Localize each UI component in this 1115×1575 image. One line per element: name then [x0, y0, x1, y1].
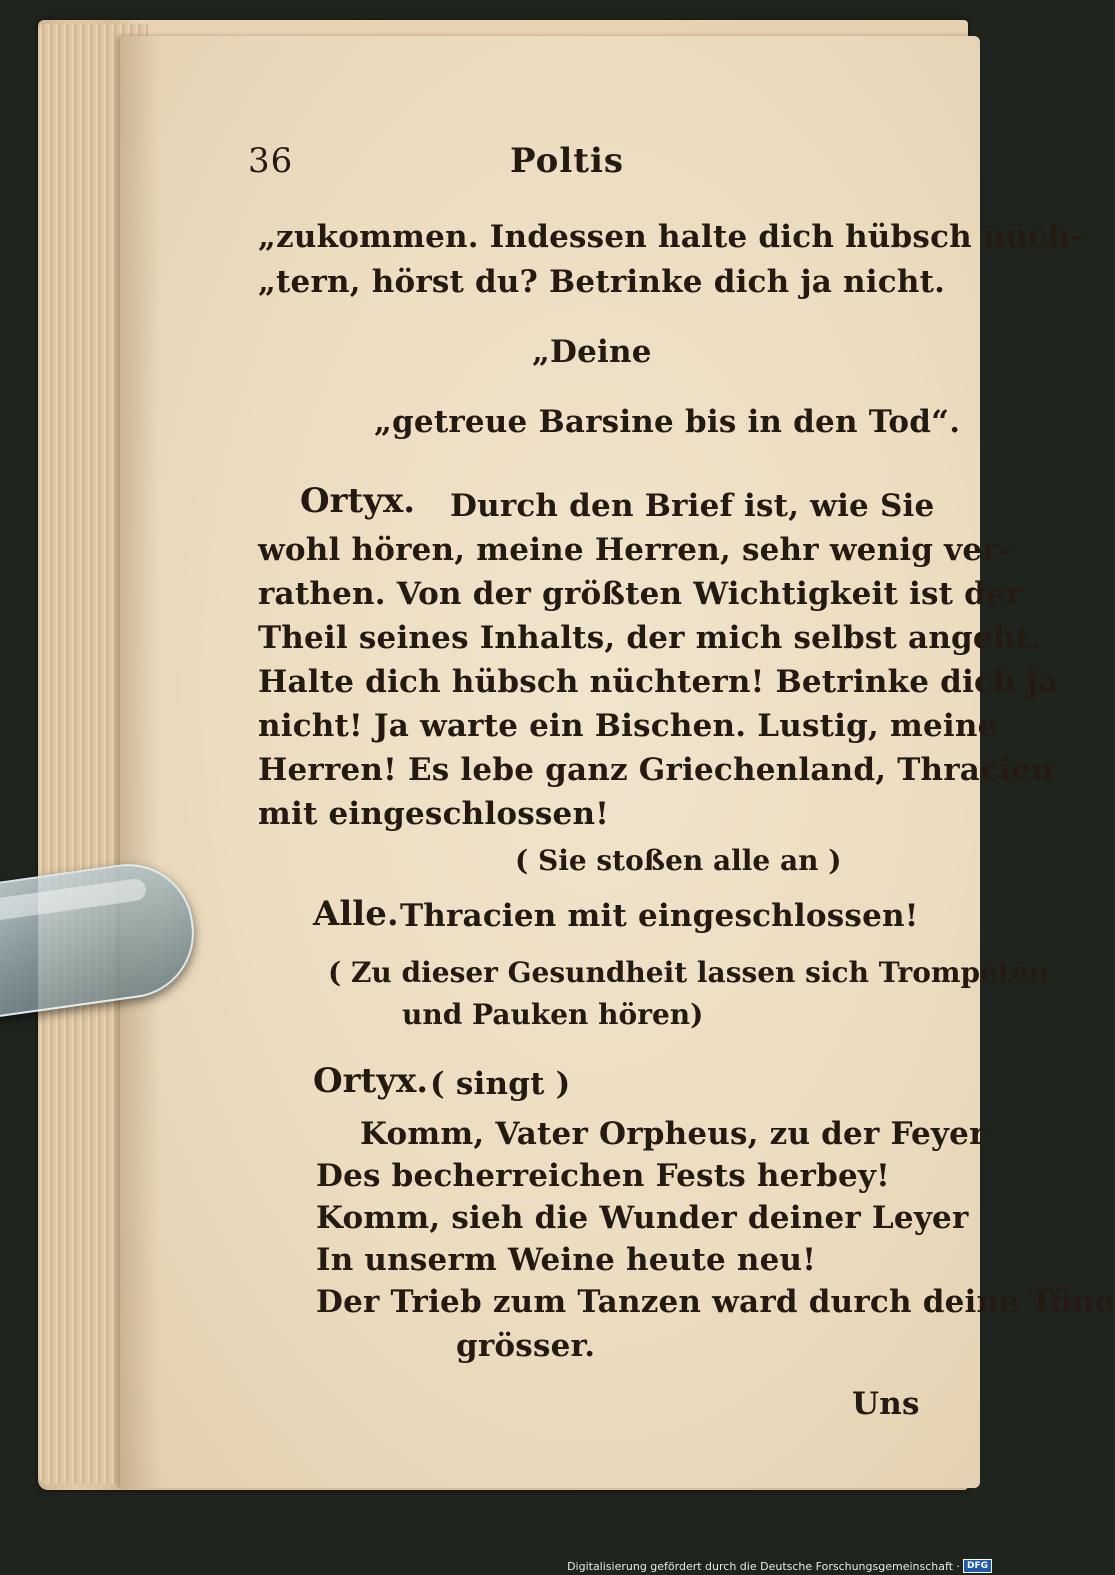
song-line-4: In unserm Weine heute neu!	[316, 1242, 817, 1278]
ortyx-line-6: nicht! Ja warte ein Bischen. Lustig, meine	[258, 708, 998, 744]
ortyx-stage-singt: ( singt )	[430, 1066, 571, 1102]
stage-direction-2-line-2: und Pauken hören)	[402, 998, 704, 1031]
ortyx-line-1: Durch den Brief ist, wie Sie	[450, 488, 935, 524]
speaker-ortyx: Ortyx.	[300, 481, 416, 521]
alle-line: Thracien mit eingeschlossen!	[400, 898, 919, 934]
ortyx-line-8: mit eingeschlossen!	[258, 796, 610, 832]
letter-close-1: „Deine	[532, 334, 652, 370]
digitization-credit	[567, 1559, 992, 1573]
song-line-5: Der Trieb zum Tanzen ward durch deine Töne	[316, 1284, 1115, 1320]
book-page	[120, 36, 1115, 1488]
song-line-3: Komm, sieh die Wunder deiner Leyer	[316, 1200, 969, 1236]
ortyx-line-3: rathen. Von der größten Wichtigkeit ist der	[258, 576, 1023, 612]
stage-direction-2-line-1: ( Zu dieser Gesundheit lassen sich Trompeten	[328, 956, 1050, 989]
catchword: Uns	[852, 1386, 920, 1422]
page-number: 36	[248, 141, 294, 181]
stage-direction: ( Sie stoßen alle an )	[515, 844, 842, 877]
song-line-1: Komm, Vater Orpheus, zu der Feyer	[360, 1116, 986, 1152]
song-line-2: Des becherreichen Fests herbey!	[316, 1158, 890, 1194]
song-line-6: grösser.	[456, 1328, 596, 1364]
dfg-logo: DFG	[963, 1559, 992, 1573]
speaker-alle: Alle.	[313, 894, 399, 934]
running-title: Poltis	[510, 141, 625, 181]
speaker-ortyx-2: Ortyx.	[313, 1061, 429, 1101]
credit-text: Digitalisierung gefördert durch die Deutsche Forschungsgemeinschaft ·	[567, 1559, 960, 1573]
letter-line-2: „tern, hörst du? Betrinke dich ja nicht.	[258, 264, 946, 300]
ortyx-line-5: Halte dich hübsch nüchtern! Betrinke dich ja	[258, 664, 1059, 700]
letter-close-2: „getreue Barsine bis in den Tod“.	[374, 404, 961, 440]
ortyx-line-2: wohl hören, meine Herren, sehr wenig ver-	[258, 532, 1012, 568]
ortyx-line-7: Herren! Es lebe ganz Griechenland, Thracien	[258, 752, 1054, 788]
letter-line-1: „zukommen. Indessen halte dich hübsch nüch-	[258, 219, 1084, 255]
ortyx-line-4: Theil seines Inhalts, der mich selbst angeht.	[258, 620, 1042, 656]
